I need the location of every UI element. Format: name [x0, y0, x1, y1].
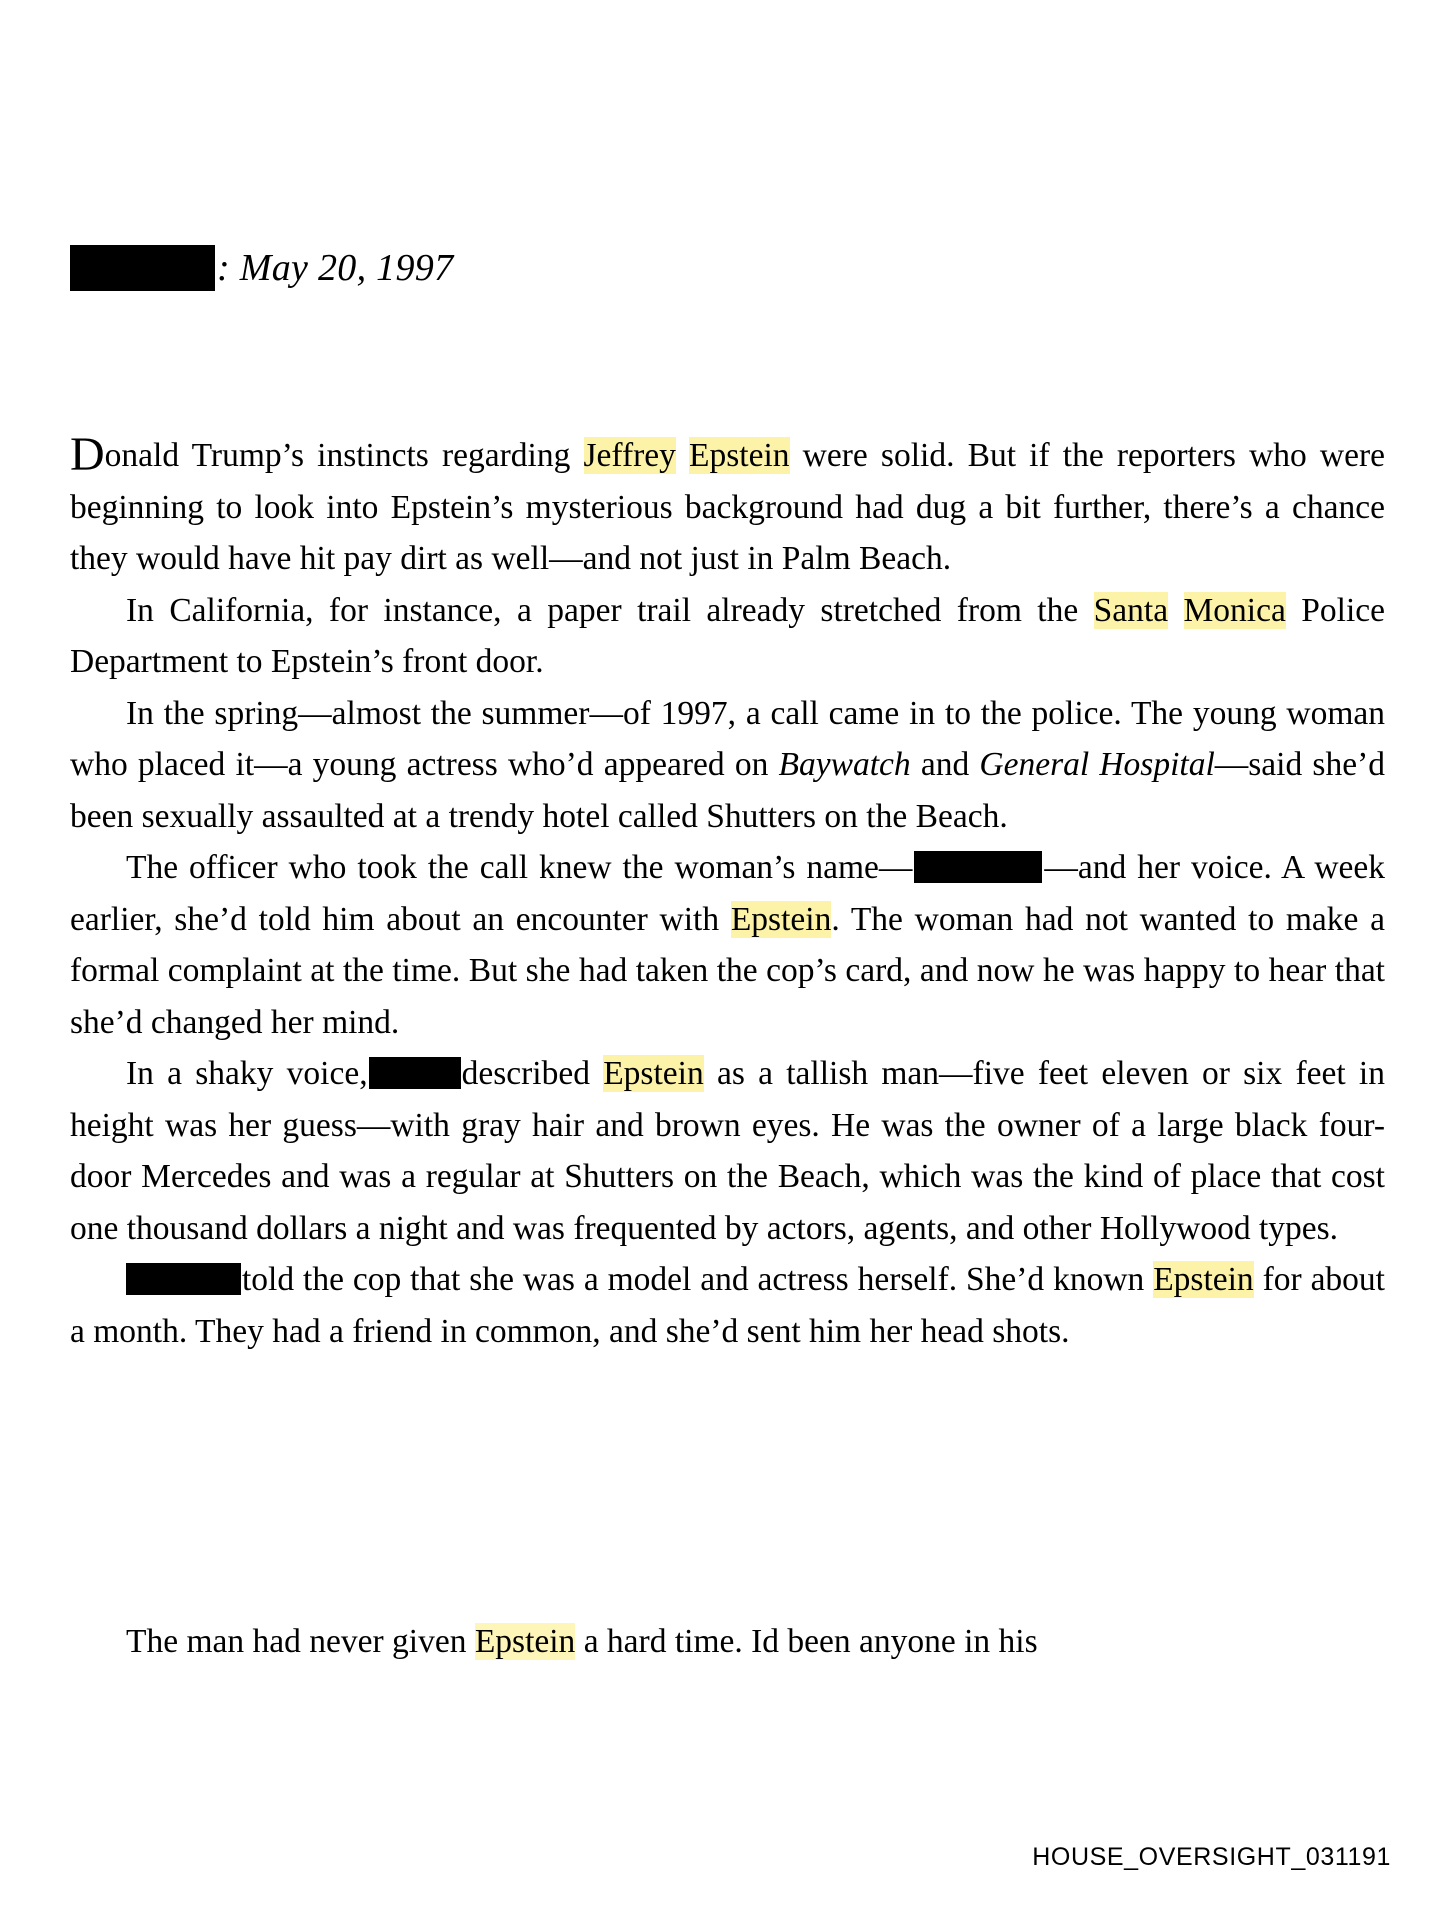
redacted-name-inline-1 — [914, 851, 1042, 883]
text-run: and — [910, 746, 980, 783]
text-run: In the spring—almost the summer—of 1997, a call came in to the police. The young woman who placed it—a young actress who’d appeared on — [70, 694, 1385, 783]
highlight-jeffrey: Jeffrey — [583, 437, 676, 474]
paragraph-1 — [70, 430, 1385, 585]
text-run: . The woman had not wanted to make a formal complaint at the time. But she had taken the cop’s card, and now he was happy to hear that she’d changed her mind. — [70, 900, 1385, 1041]
bates-stamp: HOUSE_OVERSIGHT_031191 — [1032, 1843, 1391, 1871]
text-run: —and her voice. A week earlier, she’d told him about an encounter with — [70, 849, 1386, 938]
redacted-name-inline-3 — [126, 1263, 241, 1295]
text-run: described — [461, 1055, 604, 1092]
highlight-epstein: Epstein — [730, 900, 832, 938]
highlight-epstein: Epstein — [474, 1623, 576, 1660]
document-header — [70, 245, 453, 291]
text-run: were solid. But if the reporters who were beginning to look into Epstein’s mysterious background had dug a bit further, there’s a chance they would have hit pay dirt as well—and not just in Palm Beach. — [70, 437, 1386, 577]
text-run: In California, for instance, a paper trail already stretched from the — [126, 591, 1094, 629]
paragraph-6 — [70, 1254, 1385, 1357]
highlight-epstein: Epstein — [603, 1055, 704, 1092]
highlight-monica: Monica — [1183, 591, 1286, 629]
highlight-epstein: Epstein — [689, 437, 790, 474]
text-run: The man had never given — [126, 1623, 475, 1660]
text-run: for about a month. They had a friend in common, and she’d sent him her head shots. — [70, 1261, 1385, 1350]
highlight-santa: Santa — [1093, 591, 1169, 629]
text-run: Police Department to Epstein’s front door. — [70, 591, 1386, 680]
text-run — [676, 437, 689, 474]
title-general-hospital: General Hospital — [979, 746, 1215, 783]
text-run: —said she’d been sexually assaulted at a trendy hotel called Shutters on the Beach. — [70, 746, 1385, 835]
document-body — [70, 430, 1385, 1357]
redacted-name-inline-2 — [369, 1057, 461, 1089]
paragraph-4 — [70, 842, 1385, 1048]
text-run — [1168, 592, 1183, 629]
title-baywatch: Baywatch — [778, 746, 911, 783]
text-run: told the cop that she was a model and actress herself. She’d known — [242, 1261, 1154, 1298]
highlight-epstein: Epstein — [1153, 1261, 1254, 1298]
paragraph-5 — [70, 1048, 1385, 1254]
text-run: a hard time. Id been anyone in his — [575, 1623, 1038, 1660]
text-run: as a tallish man—five feet eleven or six feet in height was her guess—with gray hair and brown eyes. He was the owner of a large black four-door Mercedes and was a regular at Shutters on the Beach, which was the kind of place that cost one thousand dollars a night and was frequented by actors, agents, and other Hollywood types. — [70, 1055, 1385, 1247]
drop-cap: D — [70, 428, 105, 481]
header-date: : May 20, 1997 — [217, 247, 454, 289]
text-run: The officer who took the call knew the woman’s name— — [126, 849, 913, 886]
clipped-next-line — [70, 1623, 1385, 1667]
text-run: onald Trump’s instincts regarding — [104, 437, 584, 474]
text-run: In a shaky voice, — [126, 1055, 368, 1092]
paragraph-3 — [70, 688, 1385, 843]
paragraph-2 — [70, 585, 1385, 688]
redacted-name-block — [70, 245, 215, 291]
